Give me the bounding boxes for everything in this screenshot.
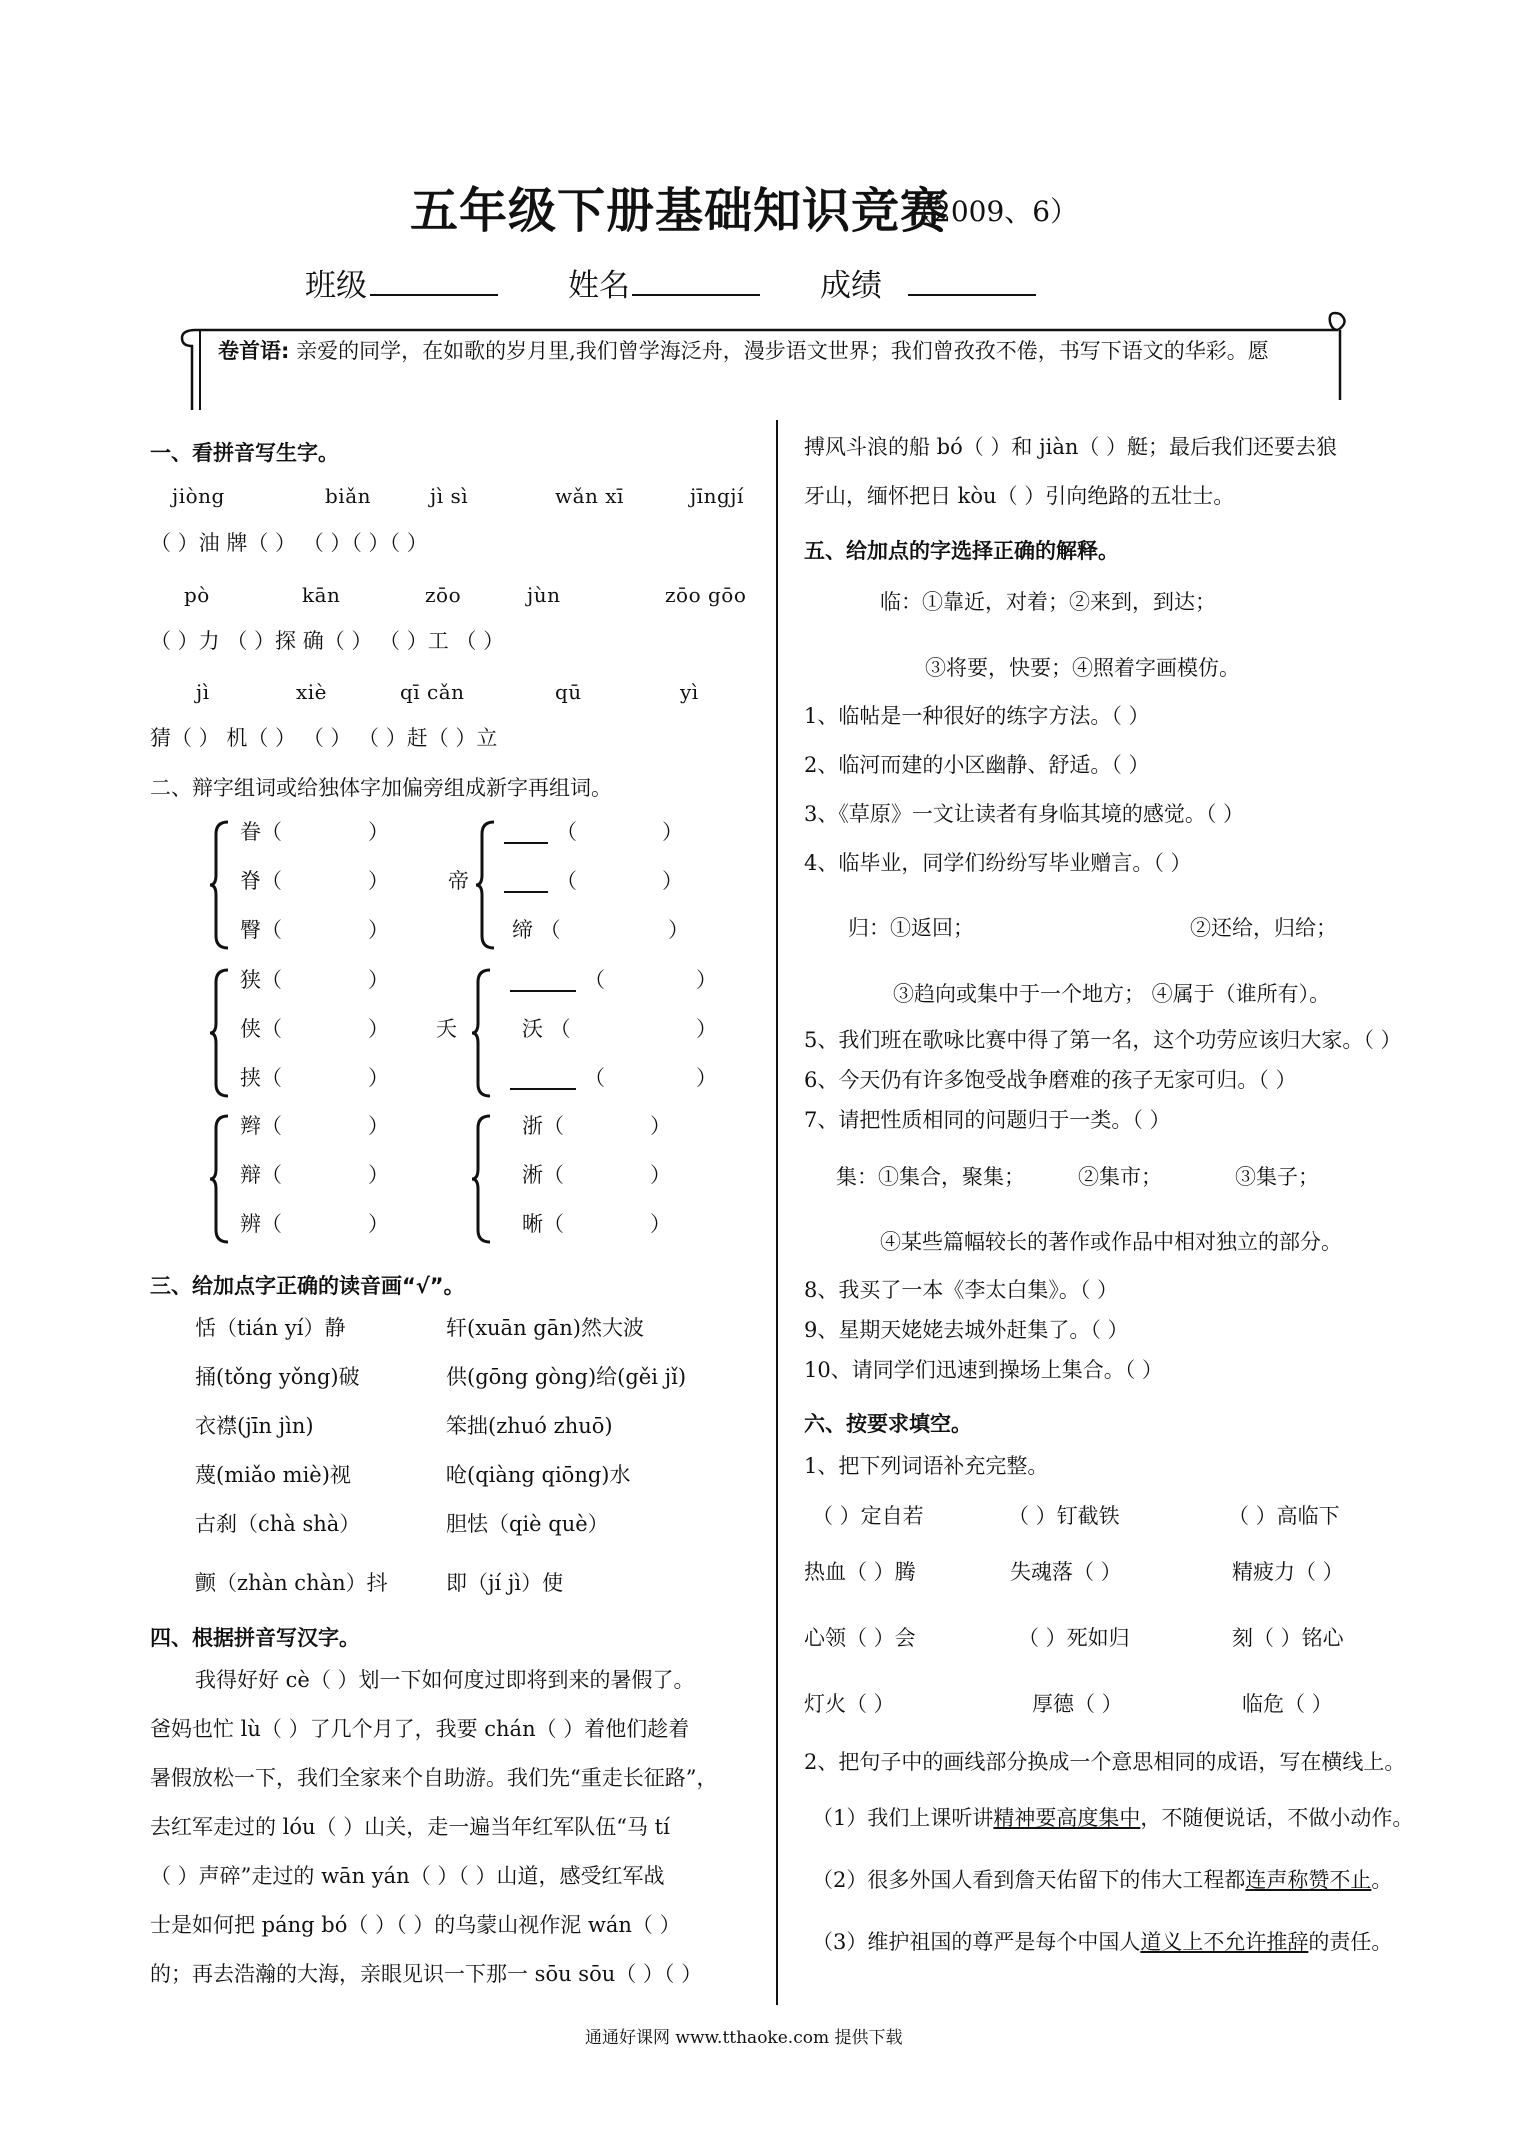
sentence-text: 。 — [1371, 1868, 1393, 1892]
char-item: 辫（ — [240, 1114, 282, 1138]
pinyin-item: pò — [184, 583, 210, 607]
reading-item[interactable]: 供(gōng gòng)给(gěi jǐ) — [446, 1365, 687, 1389]
close-paren: ） — [696, 1017, 717, 1041]
question-item[interactable]: 5、我们班在歌咏比赛中得了第一名，这个功劳应该归大家。（ ） — [804, 1028, 1402, 1052]
pinyin-item: kān — [302, 583, 341, 607]
char-item: 晰（ — [522, 1212, 564, 1236]
idiom-blank[interactable]: 厚德（ ） — [1032, 1692, 1123, 1716]
page-title: 五年级下册基础知识竞赛 — [410, 183, 950, 239]
close-paren: ） — [668, 918, 689, 942]
name-label: 姓名 — [568, 268, 630, 304]
reading-item[interactable]: 蔑(miǎo miè)视 — [195, 1463, 351, 1487]
passage-line[interactable]: 爸妈也忙 lù（ ）了几个月了，我要 chán（ ）着他们趁着 — [150, 1717, 690, 1741]
pinyin-item: qū — [555, 680, 582, 704]
pinyin-item: zōo — [425, 583, 462, 607]
char-item: 辨（ — [240, 1212, 282, 1236]
char-blanks-row[interactable]: （ ）油 牌（ ） （ ）（ ）（ ） — [150, 531, 428, 555]
close-paren: ） — [368, 1114, 389, 1138]
page-subtitle: （2009、6） — [905, 195, 1079, 228]
underlined-phrase: 精神要高度集中 — [993, 1806, 1141, 1830]
close-paren: ） — [368, 1066, 389, 1090]
question-item[interactable]: 2、临河而建的小区幽静、舒适。（ ） — [804, 753, 1150, 777]
idiom-blank[interactable]: （ ）定自若 — [812, 1504, 924, 1528]
definition-line: ③趋向或集中于一个地方； ④属于（谁所有）。 — [893, 982, 1331, 1006]
char-item: 侠（ — [240, 1017, 282, 1041]
passage-line[interactable]: 搏风斗浪的船 bó（ ）和 jiàn（ ）艇；最后我们还要去狼 — [804, 435, 1338, 459]
close-paren: ） — [696, 968, 717, 992]
pinyin-item: qī cǎn — [400, 680, 465, 704]
char-item: 臀（ — [240, 918, 282, 942]
write-blank[interactable] — [504, 891, 548, 893]
preface-body: 亲爱的同学，在如歌的岁月里,我们曾学海泛舟，漫步语文世界；我们曾孜孜不倦，书写下语文的华彩。愿 — [296, 339, 1269, 363]
sentence-text: （1）我们上课听讲 — [812, 1806, 994, 1830]
char-item: 浙（ — [522, 1114, 564, 1138]
base-char: 帝 — [448, 869, 469, 893]
base-char: 夭 — [436, 1017, 457, 1041]
idiom-blank[interactable]: 心领（ ）会 — [804, 1626, 916, 1650]
passage-line[interactable]: 牙山，缅怀把日 kòu（ ）引向绝路的五壮士。 — [804, 484, 1235, 508]
question-item[interactable]: 7、请把性质相同的问题归于一类。（ ） — [804, 1108, 1171, 1132]
char-item: 脊（ — [240, 869, 282, 893]
passage-line[interactable]: 士是如何把 páng bó（ ）（ ）的乌蒙山视作泥 wán（ ） — [150, 1913, 681, 1937]
footer-text: 通通好课网 www.tthaoke.com 提供下载 — [585, 2028, 903, 2048]
definition-line: 临：①靠近，对着；②来到，到达； — [880, 590, 1216, 614]
reading-item[interactable]: 恬（tián yí）静 — [195, 1316, 346, 1340]
pinyin-item: jùn — [527, 583, 561, 607]
section-4-heading: 四、根据拼音写汉字。 — [150, 1626, 360, 1650]
pinyin-item: jiòng — [172, 484, 225, 508]
pinyin-item: yì — [680, 680, 699, 704]
section-5-heading: 五、给加点的字选择正确的解释。 — [804, 539, 1119, 563]
name-field[interactable] — [632, 294, 760, 296]
close-paren: ） — [368, 968, 389, 992]
char-item: （ — [556, 820, 577, 844]
section-1-heading: 一、看拼音写生字。 — [150, 441, 339, 465]
question-item: 1、把下列词语补充完整。 — [804, 1454, 1049, 1478]
close-paren: ） — [368, 1212, 389, 1236]
char-item: 辩（ — [240, 1163, 282, 1187]
score-label: 成绩 — [820, 268, 882, 304]
pinyin-item: jì sì — [430, 484, 469, 508]
reading-item[interactable]: 轩(xuān gān)然大波 — [446, 1316, 644, 1340]
column-divider — [776, 420, 778, 2005]
close-paren: ） — [368, 1163, 389, 1187]
char-item: （ — [556, 869, 577, 893]
preface-label: 卷首语: — [218, 339, 290, 363]
section-6-heading: 六、按要求填空。 — [804, 1412, 972, 1436]
definition-line: ③集子； — [1235, 1165, 1319, 1189]
char-item: 眷（ — [240, 820, 282, 844]
definition-line: ③将要，快要；④照着字画模仿。 — [925, 656, 1240, 680]
char-blanks-row[interactable]: （ ）力 （ ）探 确（ ） （ ）工 （ ） — [150, 629, 505, 653]
sentence-text: ，不随便说话，不做小动作。 — [1140, 1806, 1414, 1830]
left-brace — [208, 968, 230, 1098]
question-item[interactable]: 6、今天仍有许多饱受战争磨难的孩子无家可归。（ ） — [804, 1068, 1297, 1092]
idiom-blank[interactable]: （ ）死如归 — [1018, 1626, 1130, 1650]
reading-item[interactable]: 古刹（chà shà） — [195, 1512, 361, 1536]
reading-item[interactable]: 衣襟(jīn jìn) — [195, 1414, 314, 1438]
idiom-blank[interactable]: （ ）钉截铁 — [1008, 1504, 1120, 1528]
definition-line: 归：①返回； — [848, 916, 974, 940]
close-paren: ） — [368, 1017, 389, 1041]
idiom-blank[interactable]: 临危（ ） — [1242, 1692, 1333, 1716]
idiom-blank[interactable]: 热血（ ）腾 — [804, 1560, 916, 1584]
passage-line[interactable]: （ ）声碎”走过的 wān yán（ ）（ ）山道，感受红军战 — [150, 1864, 665, 1888]
pinyin-item: jīngjí — [690, 484, 744, 508]
close-paren: ） — [662, 869, 683, 893]
close-paren: ） — [368, 820, 389, 844]
write-blank[interactable] — [510, 990, 576, 992]
pinyin-item: xiè — [296, 680, 328, 704]
reading-item[interactable]: 笨拙(zhuó zhuō) — [446, 1414, 613, 1438]
idiom-blank[interactable]: 失魂落（ ） — [1010, 1560, 1122, 1584]
left-brace — [470, 968, 492, 1098]
char-item: 淅（ — [522, 1163, 564, 1187]
reading-item[interactable]: 即（jí jì）使 — [446, 1571, 564, 1595]
char-item: 沃 （ — [522, 1017, 571, 1041]
sentence-text: 的责任。 — [1308, 1930, 1393, 1954]
sentence-item — [812, 1932, 1392, 1953]
close-paren: ） — [368, 869, 389, 893]
char-item: （ — [584, 968, 605, 992]
question-item: 2、把句子中的画线部分换成一个意思相同的成语，写在横线上。 — [804, 1750, 1406, 1774]
passage-line[interactable]: 暑假放松一下，我们全家来个自助游。我们先“重走长征路”， — [150, 1766, 718, 1790]
definition-line: ④某些篇幅较长的著作或作品中相对独立的部分。 — [880, 1230, 1342, 1254]
close-paren: ） — [696, 1066, 717, 1090]
idiom-blank[interactable]: 刻（ ）铭心 — [1232, 1626, 1344, 1650]
sentence-text: （2）很多外国人看到詹天佑留下的伟大工程都 — [812, 1868, 1246, 1892]
definition-line: ②还给，归给； — [1190, 916, 1337, 940]
question-item[interactable]: 4、临毕业，同学们纷纷写毕业赠言。（ ） — [804, 851, 1192, 875]
pinyin-item: biǎn — [325, 484, 372, 508]
left-brace — [208, 820, 230, 950]
left-brace — [208, 1114, 230, 1244]
left-brace — [470, 1114, 492, 1244]
question-item[interactable]: 9、星期天姥姥去城外赶集了。（ ） — [804, 1318, 1129, 1342]
close-paren: ） — [662, 820, 683, 844]
char-item: 挟（ — [240, 1066, 282, 1090]
write-blank[interactable] — [504, 842, 548, 844]
char-item: 缔 （ — [512, 918, 561, 942]
close-paren: ） — [650, 1212, 671, 1236]
reading-item[interactable]: 捅(tǒng yǒng)破 — [195, 1365, 360, 1389]
reading-item[interactable]: 胆怯（qiè què） — [446, 1512, 609, 1536]
sentence-item — [812, 1808, 1413, 1829]
char-blanks-row[interactable]: 猜（ ） 机（ ） （ ） （ ）赶（ ）立 — [150, 726, 498, 750]
write-blank[interactable] — [510, 1088, 576, 1090]
underlined-phrase: 道义上不允许推辞 — [1140, 1930, 1309, 1954]
idiom-blank[interactable]: （ ）高临下 — [1228, 1504, 1340, 1528]
left-brace — [474, 820, 496, 950]
pinyin-item: wǎn xī — [555, 484, 624, 508]
idiom-blank[interactable]: 精疲力（ ） — [1232, 1560, 1344, 1584]
question-item[interactable]: 3、《草原》一文让读者有身临其境的感觉。（ ） — [804, 802, 1245, 826]
preface-text — [218, 335, 1269, 365]
passage-line[interactable]: 去红军走过的 lóu（ ）山关，走一遍当年红军队伍“马 tí — [150, 1815, 670, 1839]
underlined-phrase: 连声称赞不止 — [1245, 1868, 1372, 1892]
reading-item[interactable]: 呛(qiàng qiōng)水 — [446, 1463, 631, 1487]
pinyin-item: zōo gōo — [665, 583, 747, 607]
passage-line[interactable]: 的；再去浩瀚的大海，亲眼见识一下那一 sōu sōu（ ）（ ） — [150, 1962, 703, 1986]
sentence-text: （3）维护祖国的尊严是每个中国人 — [812, 1930, 1141, 1954]
char-item: （ — [584, 1066, 605, 1090]
score-field[interactable] — [908, 294, 1036, 296]
class-label: 班级 — [305, 268, 367, 304]
question-item[interactable]: 1、临帖是一种很好的练字方法。（ ） — [804, 704, 1150, 728]
char-item: 狭（ — [240, 968, 282, 992]
close-paren: ） — [650, 1114, 671, 1138]
idiom-blank[interactable]: 灯火（ ） — [804, 1692, 895, 1716]
definition-line: ②集市； — [1078, 1165, 1162, 1189]
class-field[interactable] — [370, 294, 498, 296]
question-item[interactable]: 10、请同学们迅速到操场上集合。（ ） — [804, 1358, 1163, 1382]
question-item[interactable]: 8、我买了一本《李太白集》。（ ） — [804, 1278, 1119, 1302]
close-paren: ） — [650, 1163, 671, 1187]
close-paren: ） — [368, 918, 389, 942]
section-2-heading: 二、辩字组词或给独体字加偏旁组成新字再组词。 — [150, 776, 612, 800]
passage-line[interactable]: 我得好好 cè（ ）划一下如何度过即将到来的暑假了。 — [195, 1668, 695, 1692]
pinyin-item: jì — [196, 680, 210, 704]
section-3-heading: 三、给加点字正确的读音画“√”。 — [150, 1274, 465, 1298]
definition-line: 集：①集合，聚集； — [836, 1165, 1025, 1189]
reading-item[interactable]: 颤（zhàn chàn）抖 — [195, 1571, 388, 1595]
sentence-item — [812, 1870, 1392, 1891]
